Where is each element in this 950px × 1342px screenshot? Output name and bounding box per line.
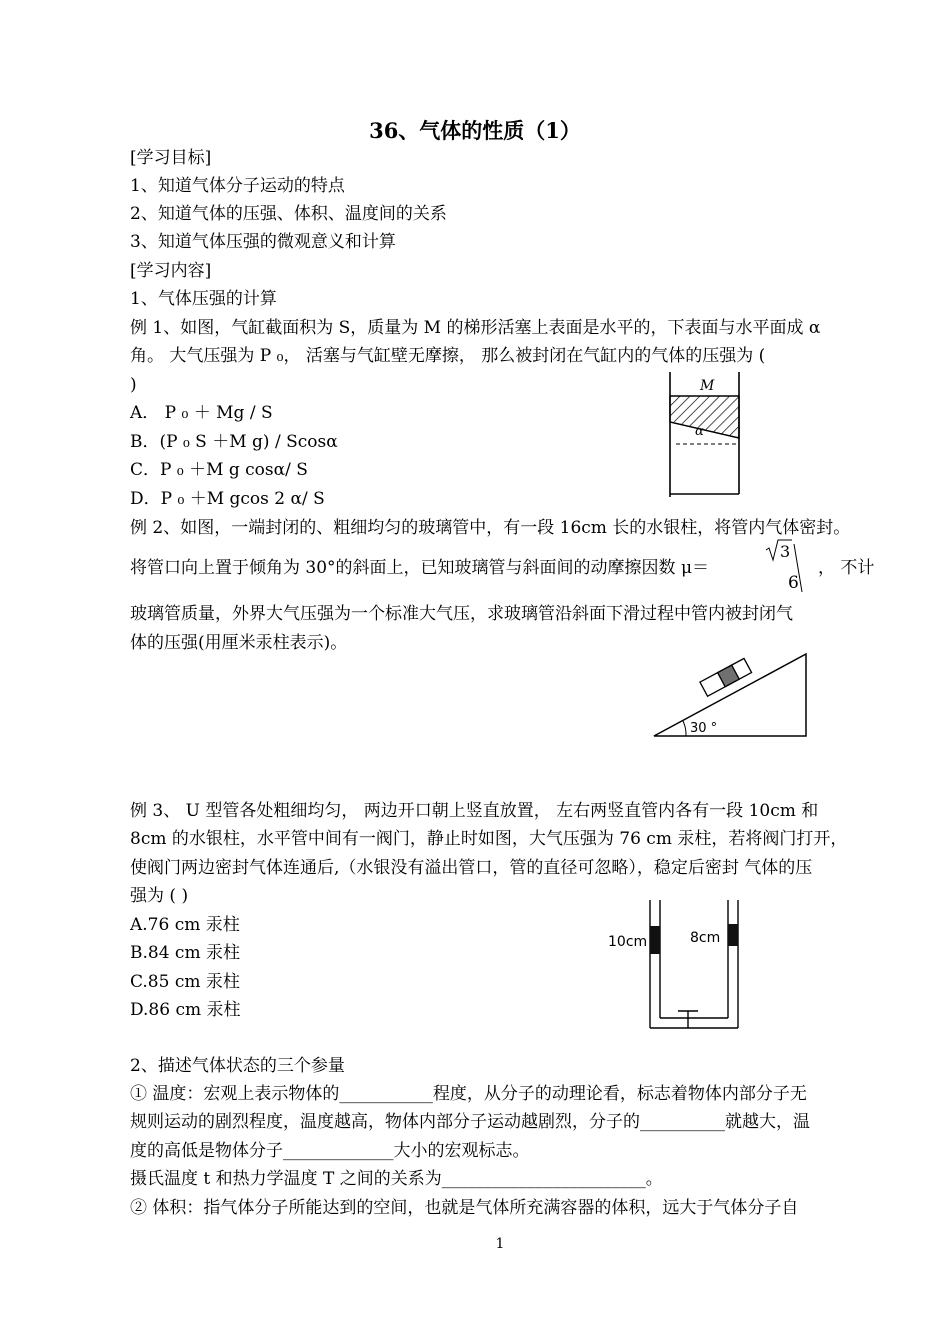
temperature-text: 度的高低是物体分子_____________大小的宏观标志。 bbox=[130, 1141, 530, 1161]
example-3-text: 8cm 的水银柱，水平管中间有一阀门，静止时如图，大气压强为 76 cm 汞柱，若将阀门打开， bbox=[130, 829, 848, 849]
goal-item-3: 3、知道气体压强的微观意义和计算 bbox=[130, 232, 396, 252]
example-2-text: ， 不计 bbox=[818, 558, 875, 578]
page-number: 1 bbox=[495, 1236, 505, 1252]
content-header: [学习内容] bbox=[130, 261, 212, 281]
example-1-text: ) bbox=[130, 375, 137, 395]
example-3-text: 例 3、 U 型管各处粗细均匀， 两边开口朝上竖直放置， 左右两竖直管内各有一段 10cm 和 bbox=[130, 801, 819, 821]
u-tube-figure bbox=[604, 894, 754, 1032]
example-2-text: 体的压强(用厘米汞柱表示)。 bbox=[130, 633, 348, 653]
temperature-text: ① 温度：宏观上表示物体的___________程度，从分子的动理论看，标志着物体内部分子无 bbox=[130, 1084, 807, 1104]
example-2-text: 将管口向上置于倾角为 30°的斜面上，已知玻璃管与斜面间的动摩擦因数 μ＝ bbox=[130, 558, 709, 578]
option-a: A.76 cm 汞柱 bbox=[130, 915, 240, 935]
right-length-label: 8cm bbox=[690, 930, 721, 946]
example-1-text: 角。 大气压强为 P ₀， 活塞与气缸壁无摩擦， 那么被封闭在气缸内的气体的压强为 ( bbox=[130, 346, 766, 366]
temperature-text: 规则运动的剧烈程度，温度越高，物体内部分子运动越剧烈，分子的__________就越大，温 bbox=[130, 1112, 810, 1132]
option-d: D.86 cm 汞柱 bbox=[130, 1000, 241, 1020]
left-mercury-column bbox=[650, 926, 660, 954]
mass-label: M bbox=[700, 378, 715, 394]
right-mercury-column bbox=[728, 924, 738, 946]
option-a: A． P ₀ ＋ Mg / S bbox=[130, 403, 273, 423]
option-d: D．P ₀ ＋M gcos 2 α/ S bbox=[130, 489, 325, 509]
friction-coefficient-formula bbox=[764, 538, 814, 594]
goal-item-2: 2、知道气体的压强、体积、温度间的关系 bbox=[130, 204, 447, 224]
option-c: C.85 cm 汞柱 bbox=[130, 972, 240, 992]
section-1-heading: 1、气体压强的计算 bbox=[130, 289, 277, 309]
page-title: 36、气体的性质（1） bbox=[369, 118, 581, 143]
alpha-label: α bbox=[695, 424, 704, 439]
option-c: C．P ₀ ＋M g cosα/ S bbox=[130, 460, 308, 480]
example-3-text: 使阀门两边密封气体连通后,（水银没有溢出管口，管的直径可忽略），稳定后密封 气体的压 bbox=[130, 858, 813, 878]
incline-figure bbox=[650, 650, 810, 740]
goal-header: [学习目标] bbox=[130, 148, 212, 168]
denominator: 6 bbox=[788, 573, 799, 593]
piston-shape bbox=[670, 396, 739, 438]
example-2-text: 例 2、如图，一端封闭的、粗细均匀的玻璃管中，有一段 16cm 长的水银柱，将管内气体密封。 bbox=[130, 518, 851, 538]
option-b: B．(P ₀ S ＋M g) / Scosα bbox=[130, 432, 338, 452]
example-3-text: 强为 ( ) bbox=[130, 886, 189, 906]
section-2-heading: 2、描述气体状态的三个参量 bbox=[130, 1056, 345, 1076]
sqrt-numerator: 3 bbox=[780, 542, 791, 561]
temperature-text: 摄氏温度 t 和热力学温度 T 之间的关系为________________________。 bbox=[130, 1169, 663, 1189]
cylinder-piston-figure bbox=[664, 372, 744, 498]
example-2-text: 玻璃管质量，外界大气压强为一个标准大气压，求玻璃管沿斜面下滑过程中管内被封闭气 bbox=[130, 604, 793, 624]
option-b: B.84 cm 汞柱 bbox=[130, 943, 240, 963]
example-1-text: 例 1、如图，气缸截面积为 S，质量为 M 的梯形活塞上表面是水平的，下表面与水平面成 α bbox=[130, 318, 821, 338]
left-length-label: 10cm bbox=[608, 934, 648, 950]
angle-label: 30 ° bbox=[690, 721, 718, 736]
goal-item-1: 1、知道气体分子运动的特点 bbox=[130, 176, 345, 196]
volume-text: ② 体积：指气体分子所能达到的空间，也就是气体所充满容器的体积，远大于气体分子自 bbox=[130, 1198, 799, 1218]
